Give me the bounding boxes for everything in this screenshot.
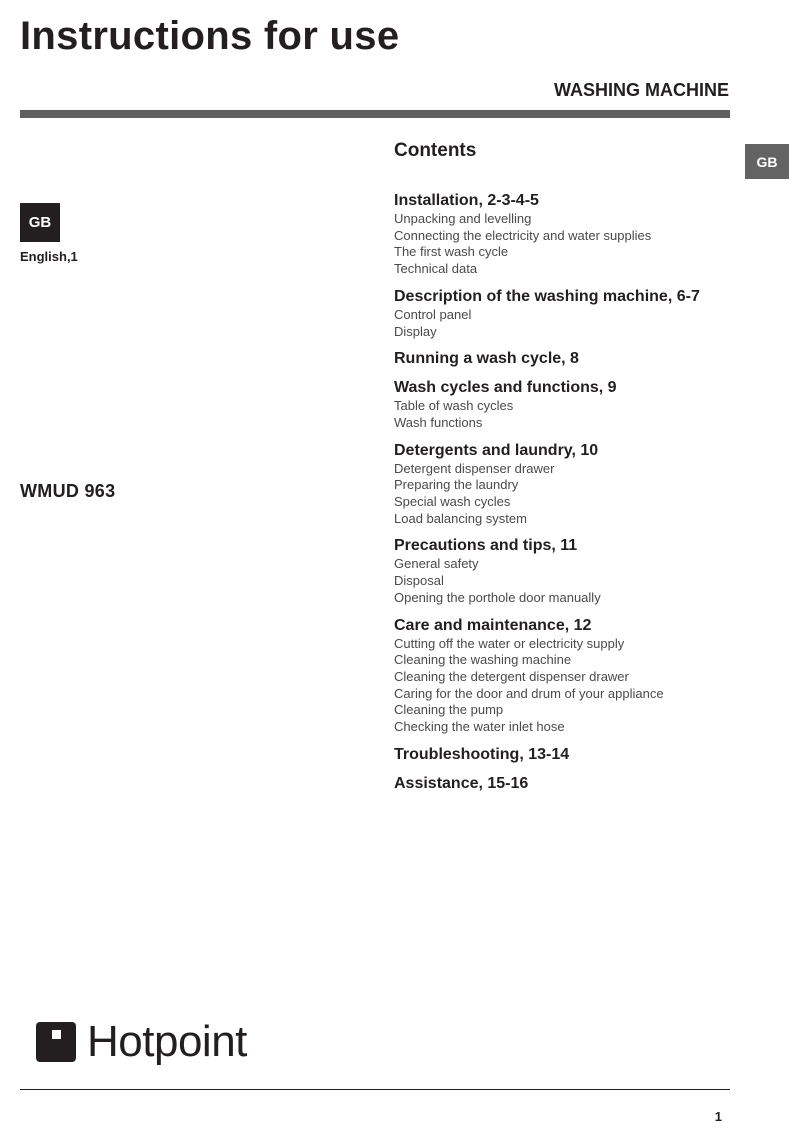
toc-section [394, 536, 734, 606]
document-subtitle: WASHING MACHINE [554, 80, 729, 100]
toc-item: Technical data [394, 261, 478, 277]
toc-section [394, 616, 734, 736]
table-of-contents [394, 191, 734, 803]
toc-item: Cleaning the detergent dispenser drawer [394, 668, 629, 684]
toc-item: Control panel [394, 306, 472, 322]
toc-item: Display [394, 323, 437, 339]
brand-logo [36, 1018, 247, 1066]
toc-item: Load balancing system [394, 510, 527, 526]
toc-section-heading: Assistance, 15-16 [394, 774, 529, 792]
brand-mark-icon [36, 1022, 76, 1062]
toc-section-heading: Running a wash cycle, 8 [394, 350, 579, 368]
toc-item-list [394, 211, 734, 278]
toc-item: Checking the water inlet hose [394, 719, 565, 735]
toc-section [394, 774, 734, 794]
page-title: Instructions for use [20, 14, 400, 58]
toc-item: General safety [394, 556, 479, 572]
toc-item-list [394, 398, 734, 431]
toc-item-list [394, 636, 734, 736]
toc-item: Cleaning the washing machine [394, 652, 572, 668]
toc-section-heading: Detergents and laundry, 10 [394, 441, 599, 459]
toc-section [394, 378, 734, 431]
toc-item: Table of wash cycles [394, 398, 514, 414]
toc-item-list [394, 307, 734, 340]
language-page-ref: English,1 [20, 249, 78, 264]
toc-section [394, 191, 734, 278]
brand-name: Hotpoint [87, 1017, 247, 1066]
toc-section [394, 287, 734, 340]
page-number: 1 [714, 1109, 722, 1124]
toc-item: Unpacking and levelling [394, 211, 532, 226]
toc-item: Disposal [394, 573, 444, 589]
contents-title: Contents [394, 140, 477, 161]
footer-divider [20, 1089, 730, 1090]
toc-section-heading: Troubleshooting, 13-14 [394, 745, 570, 763]
model-number: WMUD 963 [20, 481, 116, 501]
toc-item-list [394, 461, 734, 528]
toc-section-heading: Wash cycles and functions, 9 [394, 379, 617, 397]
toc-section [394, 349, 734, 369]
language-badge: GB [20, 203, 60, 242]
toc-section-heading: Care and maintenance, 12 [394, 616, 592, 634]
toc-item: Detergent dispenser drawer [394, 460, 555, 476]
toc-item: Opening the porthole door manually [394, 589, 601, 605]
toc-section-heading: Description of the washing machine, 6-7 [394, 287, 700, 305]
toc-section [394, 441, 734, 528]
toc-item: Special wash cycles [394, 494, 511, 510]
toc-section-heading: Precautions and tips, 11 [394, 537, 578, 555]
toc-section [394, 745, 734, 765]
language-tab: GB [745, 144, 789, 179]
toc-item: Caring for the door and drum of your appliance [394, 685, 664, 701]
header-divider [20, 110, 730, 118]
toc-item: Wash functions [394, 414, 483, 430]
toc-item: The first wash cycle [394, 244, 509, 260]
toc-item: Cutting off the water or electricity supply [394, 635, 625, 651]
toc-item: Connecting the electricity and water supplies [394, 227, 652, 243]
toc-section-heading: Installation, 2-3-4-5 [394, 192, 539, 209]
toc-item: Preparing the laundry [394, 477, 519, 493]
toc-item: Cleaning the pump [394, 702, 504, 718]
toc-item-list [394, 556, 734, 606]
